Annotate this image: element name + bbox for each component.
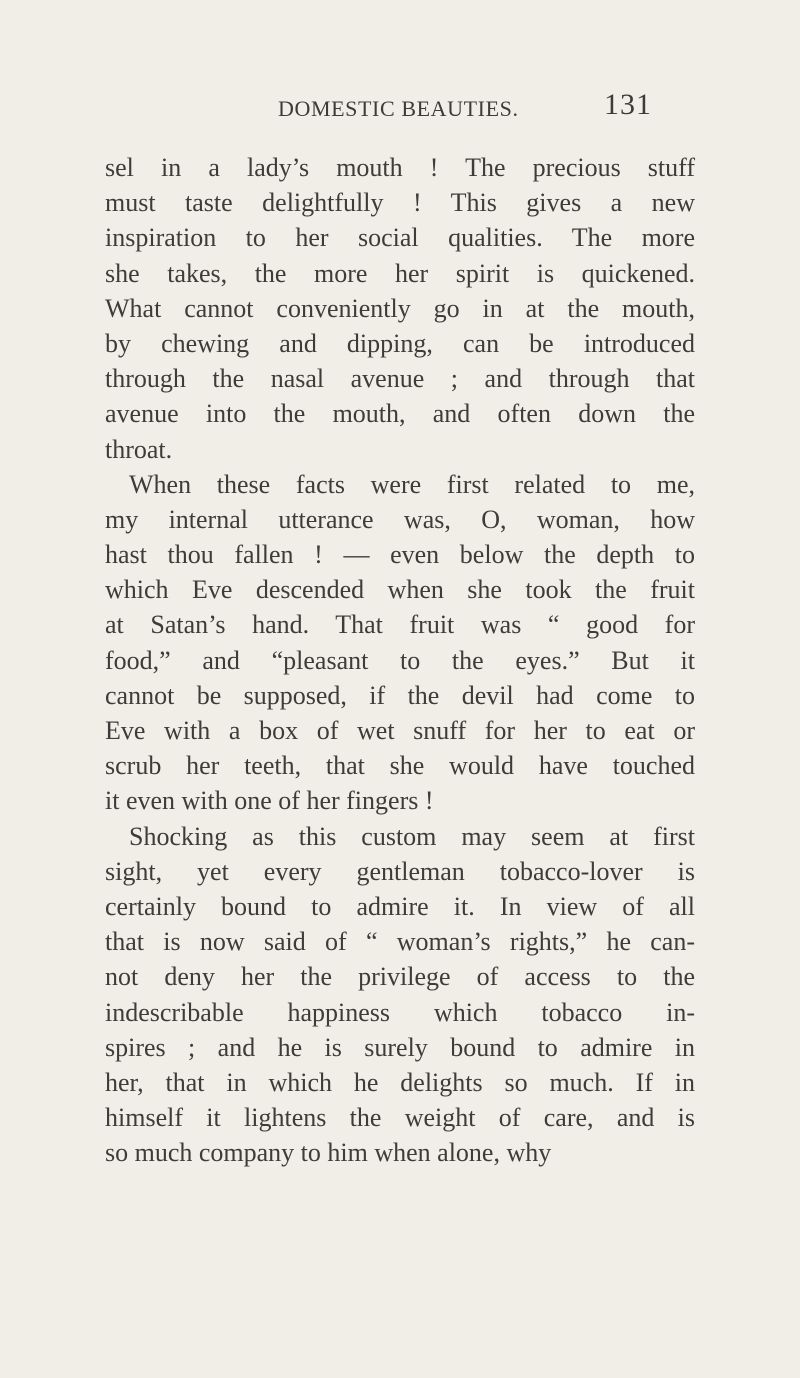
text-line: What cannot conveniently go in at the mouth, bbox=[105, 293, 695, 323]
body-text bbox=[105, 150, 695, 1170]
text-line: hast thou fallen ! — even below the depth to bbox=[105, 540, 695, 570]
text-line: she takes, the more her spirit is quickened. bbox=[105, 258, 695, 288]
text-line: at Satan’s hand. That fruit was “ good for bbox=[105, 610, 695, 640]
text-line: that is now said of “ woman’s rights,” he can- bbox=[105, 927, 695, 957]
text-line: sight, yet every gentleman tobacco-lover is bbox=[105, 856, 695, 886]
text-line: so much company to him when alone, why bbox=[105, 1138, 552, 1168]
text-line: sel in a lady’s mouth ! The precious stuff bbox=[105, 153, 695, 182]
text-line: food,” and “pleasant to the eyes.” But it bbox=[105, 645, 695, 675]
running-head bbox=[0, 88, 800, 128]
text-line: certainly bound to admire it. In view of all bbox=[105, 891, 695, 921]
text-line: which Eve descended when she took the fruit bbox=[105, 575, 695, 605]
text-line: must taste delightfully ! This gives a new bbox=[105, 188, 695, 218]
text-line: her, that in which he delights so much. If in bbox=[105, 1067, 695, 1097]
text-line: spires ; and he is surely bound to admire in bbox=[105, 1032, 695, 1062]
text-line: Shocking as this custom may seem at first bbox=[129, 821, 695, 851]
text-line: himself it lightens the weight of care, and is bbox=[105, 1103, 695, 1133]
text-line: Eve with a box of wet snuff for her to eat or bbox=[105, 716, 695, 745]
page-number: 131 bbox=[604, 88, 652, 121]
text-line: cannot be supposed, if the devil had come to bbox=[105, 680, 695, 710]
text-line: throat. bbox=[105, 434, 173, 464]
text-line: avenue into the mouth, and often down the bbox=[105, 399, 695, 429]
text-line: scrub her teeth, that she would have touched bbox=[105, 751, 695, 781]
text-line: not deny her the privilege of access to the bbox=[105, 962, 695, 992]
text-line: inspiration to her social qualities. The more bbox=[105, 223, 695, 253]
text-line: indescribable happiness which tobacco in- bbox=[105, 997, 695, 1027]
text-line: through the nasal avenue ; and through that bbox=[105, 364, 695, 394]
text-line: it even with one of her fingers ! bbox=[105, 786, 434, 816]
text-line: When these facts were first related to me, bbox=[129, 469, 695, 499]
running-title: DOMESTIC BEAUTIES. bbox=[278, 96, 519, 121]
text-line: my internal utterance was, O, woman, how bbox=[105, 504, 695, 534]
text-line: by chewing and dipping, can be introduced bbox=[105, 328, 695, 358]
